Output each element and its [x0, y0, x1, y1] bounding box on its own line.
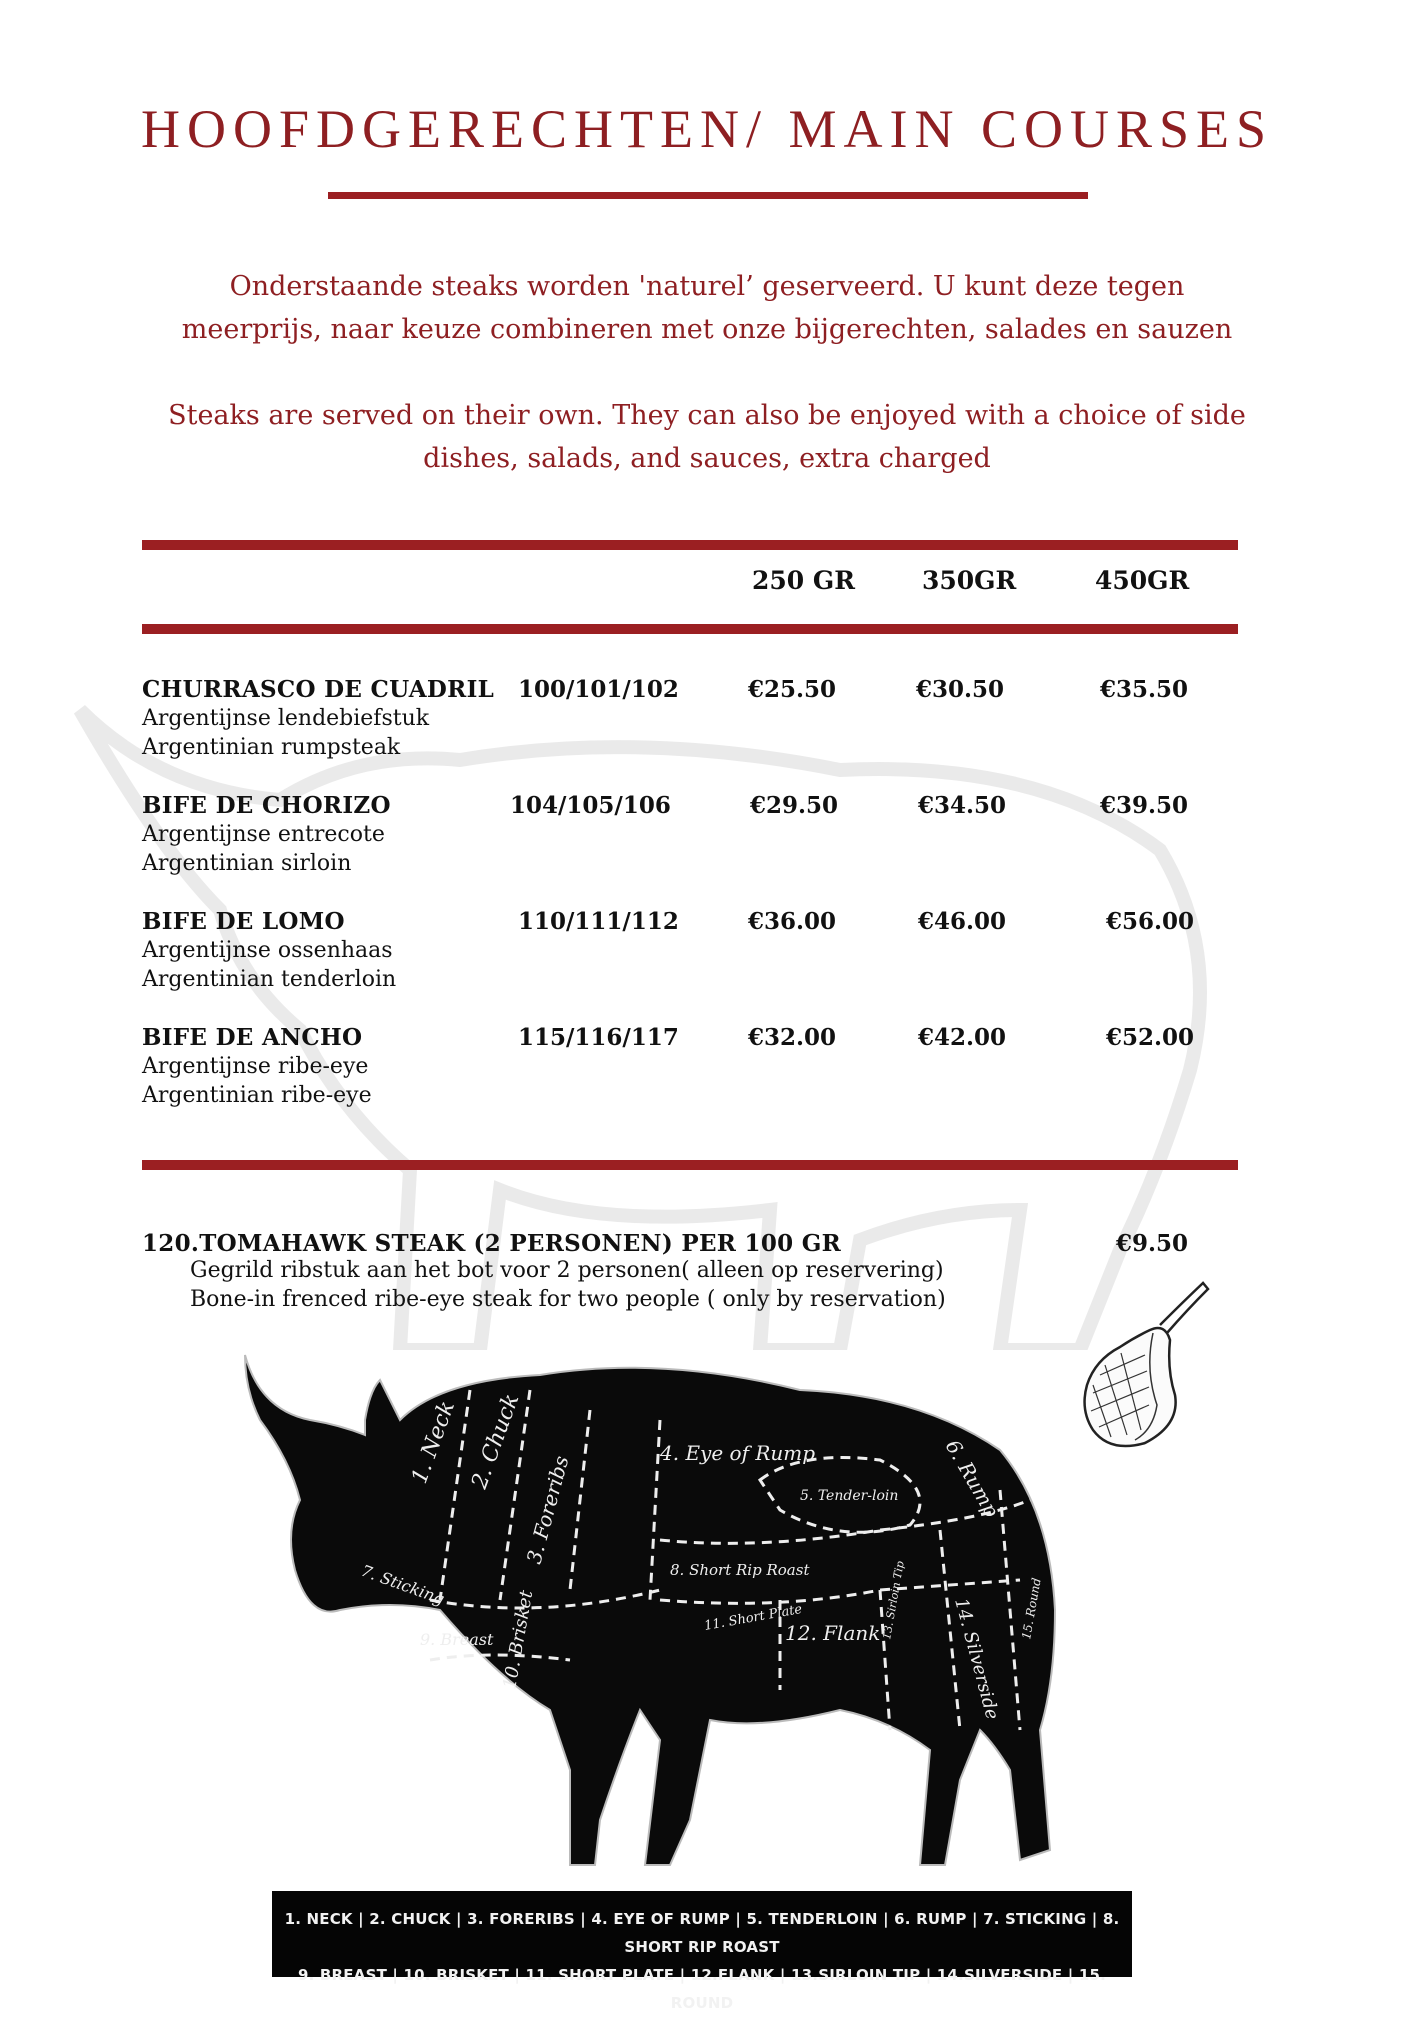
table-header-rule	[142, 624, 1238, 634]
intro-dutch-line1: Onderstaande steaks worden 'naturel’ geserveerd. U kunt deze tegen	[229, 271, 1185, 302]
row-2-description	[142, 820, 385, 878]
row-4-desc-nl: Argentijnse ribe-eye	[142, 1054, 369, 1079]
row-3-price-450: €56.00	[1106, 908, 1195, 935]
row-3-desc-nl: Argentijnse ossenhaas	[142, 938, 393, 963]
row-1-price-350: €30.50	[916, 676, 1005, 703]
row-2-desc-en: Argentinian sirloin	[142, 851, 352, 876]
cut-label-neck: 1. Neck	[407, 1397, 461, 1488]
row-4-name: BIFE DE ANCHO	[142, 1024, 363, 1051]
page-title: HOOFDGERECHTEN/ MAIN COURSES	[140, 99, 1274, 159]
cut-label-foreribs: 3. Foreribs	[521, 1453, 574, 1567]
intro-english	[100, 394, 1314, 480]
cut-label-flank: 12. Flank	[785, 1621, 881, 1645]
cut-label-silverside: 14. Silverside	[950, 1595, 1003, 1722]
cuts-legend-line1: 1. NECK | 2. CHUCK | 3. FORERIBS | 4. EYE OF RUMP | 5. TENDERLOIN | 6. RUMP | 7. STICKING | 8. SHORT RIP ROAST	[284, 1910, 1120, 1956]
row-4-price-350: €42.00	[918, 1024, 1007, 1051]
bull-cuts-diagram	[240, 1350, 1060, 1880]
row-2-name: BIFE DE CHORIZO	[142, 792, 391, 819]
cut-label-short-rip-roast: 8. Short Rip Roast	[670, 1561, 810, 1579]
tomahawk-price: €9.50	[1116, 1230, 1189, 1257]
tomahawk-steak-icon	[1075, 1275, 1215, 1455]
row-3-code: 110/111/112	[518, 908, 679, 935]
tomahawk-desc-en: Bone-in frenced ribe-eye steak for two people ( only by reservation)	[190, 1287, 946, 1312]
intro-dutch	[100, 265, 1314, 351]
cut-label-sirloin-tip: 13. Sirloin Tip	[880, 1560, 907, 1641]
row-1-desc-nl: Argentijnse lendebiefstuk	[142, 706, 430, 731]
row-3-price-250: €36.00	[748, 908, 837, 935]
tomahawk-name: 120.TOMAHAWK STEAK (2 PERSONEN) PER 100 GR	[142, 1230, 842, 1257]
cut-label-brisket: 10. Brisket	[499, 1588, 538, 1691]
cuts-legend-box	[272, 1891, 1132, 2012]
row-2-desc-nl: Argentijnse entrecote	[142, 822, 385, 847]
table-bottom-rule	[142, 1160, 1238, 1170]
row-4-description	[142, 1052, 372, 1110]
row-4-code: 115/116/117	[518, 1024, 679, 1051]
row-3-name: BIFE DE LOMO	[142, 908, 345, 935]
cut-label-eye-of-rump: 4. Eye of Rump	[660, 1441, 816, 1465]
row-2-price-450: €39.50	[1100, 792, 1189, 819]
cut-label-tenderloin: 5. Tender-loin	[800, 1488, 899, 1504]
row-3-description	[142, 936, 396, 994]
tomahawk-description	[190, 1256, 946, 1314]
title-underline	[328, 192, 1088, 199]
row-1-price-450: €35.50	[1100, 676, 1189, 703]
row-2-price-250: €29.50	[750, 792, 839, 819]
cut-label-chuck: 2. Chuck	[467, 1390, 525, 1493]
row-2-price-350: €34.50	[918, 792, 1007, 819]
row-3-desc-en: Argentinian tenderloin	[142, 967, 397, 992]
cut-label-short-plate: 11. Short Plate	[703, 1601, 804, 1634]
row-1-desc-en: Argentinian rumpsteak	[142, 735, 401, 760]
intro-english-line2: dishes, salads, and sauces, extra charged	[423, 443, 991, 474]
tomahawk-desc-nl: Gegrild ribstuk aan het bot voor 2 personen( alleen op reservering)	[190, 1258, 944, 1283]
cut-label-round: 15. Round	[1019, 1576, 1044, 1641]
row-1-name: CHURRASCO DE CUADRIL	[142, 676, 495, 703]
row-4-desc-en: Argentinian ribe-eye	[142, 1083, 372, 1108]
row-2-code: 104/105/106	[510, 792, 671, 819]
row-1-price-250: €25.50	[748, 676, 837, 703]
cuts-legend-line2: 9. BREAST | 10. BRISKET | 11. SHORT PLATE | 12.FLANK | 13.SIRLOIN TIP | 14.SILVERSIDE | 15. ROUND	[297, 1966, 1107, 2012]
intro-dutch-line2: meerprijs, naar keuze combineren met onze bijgerechten, salades en sauzen	[181, 314, 1233, 345]
header-350gr: 350GR	[922, 566, 1017, 595]
intro-english-line1: Steaks are served on their own. They can also be enjoyed with a choice of side	[168, 400, 1246, 431]
cut-label-sticking: 7. Sticking	[358, 1560, 448, 1609]
table-top-rule	[142, 540, 1238, 550]
row-1-code: 100/101/102	[518, 676, 679, 703]
header-250gr: 250 GR	[752, 566, 856, 595]
cut-label-breast: 9. Breast	[420, 1630, 494, 1649]
row-3-price-350: €46.00	[918, 908, 1007, 935]
cut-label-rump: 6. Rump	[940, 1435, 1005, 1522]
row-1-description	[142, 704, 429, 762]
row-4-price-450: €52.00	[1106, 1024, 1195, 1051]
header-450gr: 450GR	[1095, 566, 1190, 595]
row-4-price-250: €32.00	[748, 1024, 837, 1051]
